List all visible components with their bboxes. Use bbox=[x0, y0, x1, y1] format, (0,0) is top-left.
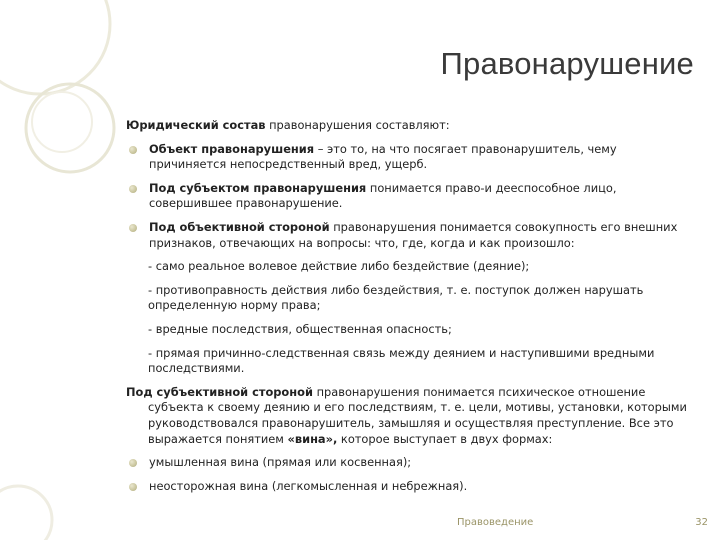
decor-circle-bottom bbox=[0, 486, 52, 540]
sub-item: - противоправность действия либо бездействия, т. е. поступок должен нарушать определенную норму права; bbox=[148, 282, 644, 313]
bullet-marker-icon bbox=[129, 483, 137, 491]
intro-term: Юридический состав bbox=[126, 118, 266, 132]
intro-text: правонарушения составляют: bbox=[265, 118, 450, 132]
guilt-forms-list bbox=[126, 455, 696, 494]
element-list bbox=[126, 142, 696, 252]
subjective-paragraph bbox=[126, 385, 696, 447]
slide-title: Правонарушение bbox=[440, 46, 694, 81]
subjective-end: которое выступает в двух формах: bbox=[337, 431, 553, 446]
footer-label: Правоведение bbox=[457, 517, 534, 528]
bullet-text: понимается право-и дееспособное лицо, совершившее правонарушение. bbox=[149, 180, 617, 211]
slide-content bbox=[126, 118, 696, 502]
bullet-marker-icon bbox=[129, 185, 137, 193]
sub-item: - прямая причинно-следственная связь между деянием и наступившими вредными последствиями. bbox=[148, 345, 655, 376]
bullet-term: Под субъектом правонарушения bbox=[149, 180, 367, 195]
sub-item: - вредные последствия, общественная опасность; bbox=[148, 321, 452, 336]
bullet-text: – это то, на что посягает правонарушитель, чему причиняется непосредственный вред, ущерб. bbox=[149, 141, 617, 172]
decor-circle-medium bbox=[26, 84, 114, 172]
decor-circle-large bbox=[0, 0, 110, 94]
decor-circle-ring bbox=[32, 92, 92, 152]
bullet-subject bbox=[126, 181, 696, 212]
bullet-text: неосторожная вина (легкомысленная и небрежная). bbox=[149, 478, 468, 493]
intro-paragraph bbox=[126, 118, 696, 134]
bullet-text: умышленная вина (прямая или косвенная); bbox=[149, 455, 412, 470]
bullet-marker-icon bbox=[129, 224, 137, 232]
bullet-text: правонарушения понимается совокупность его внешних признаков, отвечающих на вопросы: что, где, когда и как произошло: bbox=[149, 219, 678, 250]
bullet-object bbox=[126, 142, 696, 173]
bullet-objective-side bbox=[126, 220, 696, 251]
subjective-text: правонарушения понимается психическое отношение субъекта к своему деянию и его последствиям, т. е. цели, мотивы, установки, которыми руководствовался правонарушитель, замышляя и осуществляя преступление. Все это выражается понятием bbox=[148, 384, 687, 446]
bullet-marker-icon bbox=[129, 146, 137, 154]
bullet-marker-icon bbox=[129, 459, 137, 467]
subjective-term: Под субъективной стороной bbox=[126, 384, 313, 399]
bullet-intent bbox=[126, 455, 696, 471]
sub-item: - само реальное волевое действие либо бездействие (деяние); bbox=[148, 259, 530, 274]
bullet-term: Объект правонарушения bbox=[149, 141, 315, 156]
guilt-term: «вина», bbox=[287, 431, 338, 446]
bullet-negligence bbox=[126, 479, 696, 495]
page-number: 32 bbox=[695, 517, 708, 528]
bullet-term: Под объективной стороной bbox=[149, 219, 330, 234]
